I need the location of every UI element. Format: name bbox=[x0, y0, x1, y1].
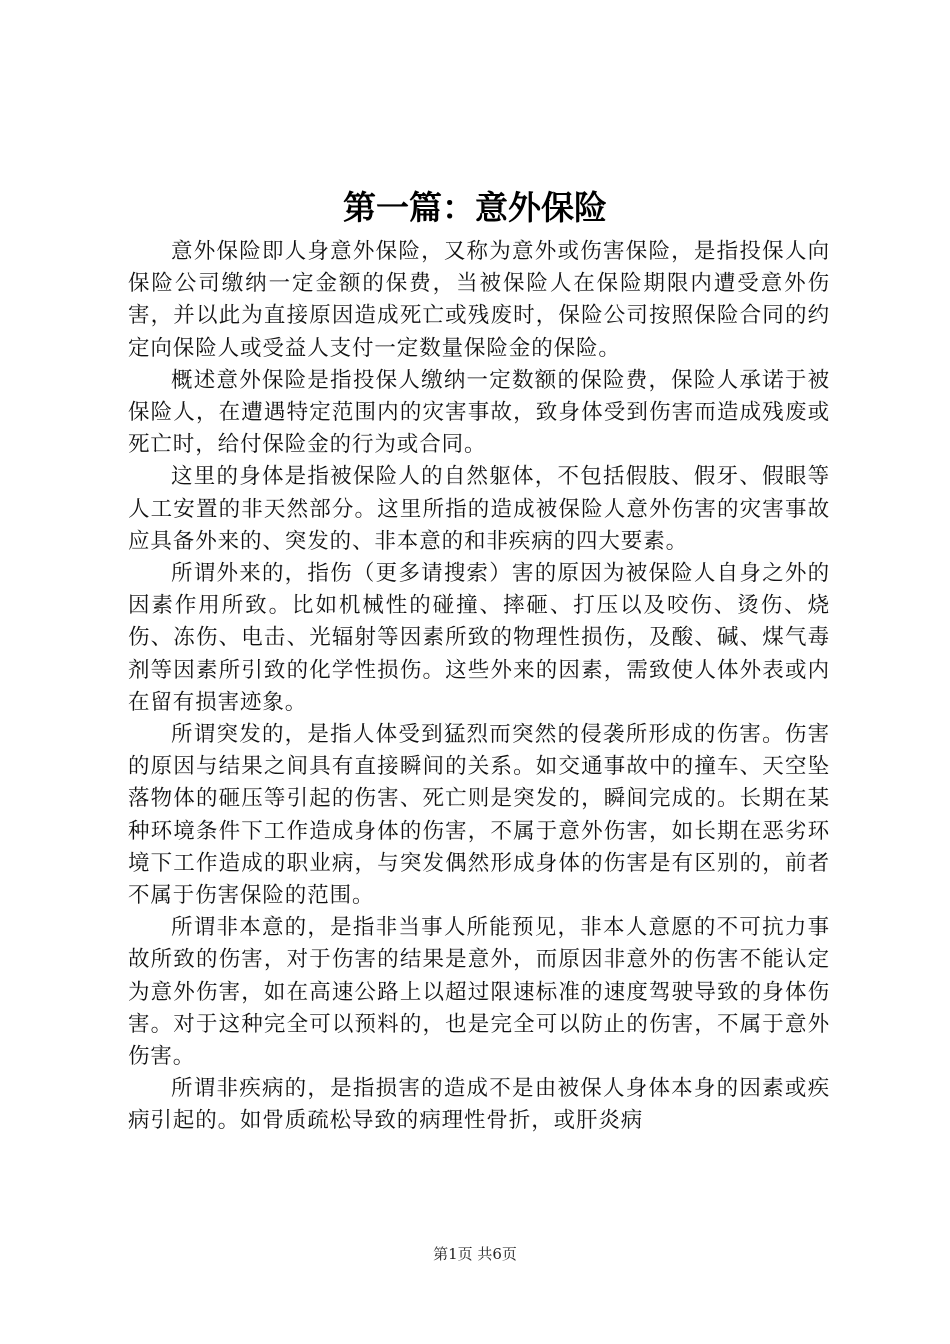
paragraph: 概述意外保险是指投保人缴纳一定数额的保险费，保险人承诺于被保险人，在遭遇特定范围内的灾害事故，致身体受到伤害而造成残废或死亡时，给付保险金的行为或合同。 bbox=[128, 367, 830, 458]
paragraph: 所谓突发的，是指人体受到猛烈而突然的侵袭所形成的伤害。伤害的原因与结果之间具有直接瞬间的关系。如交通事故中的撞车、天空坠落物体的砸压等引起的伤害、死亡则是突发的，瞬间完成的。长期在某种环境条件下工作造成身体的伤害，不属于意外伤害，如长期在恶劣环境下工作造成的职业病，与突发偶然形成身体的伤害是有区别的，前者不属于伤害保险的范围。 bbox=[128, 722, 830, 909]
paragraph: 所谓非疾病的，是指损害的造成不是由被保人身体本身的因素或疾病引起的。如骨质疏松导致的病理性骨折，或肝炎病 bbox=[128, 1076, 830, 1134]
paragraph: 意外保险即人身意外保险，又称为意外或伤害保险，是指投保人向保险公司缴纳一定金额的保费，当被保险人在保险期限内遭受意外伤害，并以此为直接原因造成死亡或残废时，保险公司按照保险合同的约定向保险人或受益人支付一定数量保险金的保险。 bbox=[128, 239, 830, 361]
paragraph: 所谓外来的，指伤（更多请搜索）害的原因为被保险人自身之外的因素作用所致。比如机械性的碰撞、摔砸、打压以及咬伤、烫伤、烧伤、冻伤、电击、光辐射等因素所致的物理性损伤，及酸、碱、煤气毒剂等因素所引致的化学性损伤。这些外来的因素，需致使人体外表或内在留有损害迹象。 bbox=[128, 561, 830, 715]
page-footer: 第1页 共6页 bbox=[433, 1245, 517, 1263]
paragraph: 所谓非本意的，是指非当事人所能预见，非本人意愿的不可抗力事故所致的伤害，对于伤害的结果是意外，而原因非意外的伤害不能认定为意外伤害，如在高速公路上以超过限速标准的速度驾驶导致的身体伤害。对于这种完全可以预料的，也是完全可以防止的伤害，不属于意外伤害。 bbox=[128, 915, 830, 1070]
paragraph: 这里的身体是指被保险人的自然躯体，不包括假肢、假牙、假眼等人工安置的非天然部分。这里所指的造成被保险人意外伤害的灾害事故应具备外来的、突发的、非本意的和非疾病的四大要素。 bbox=[128, 464, 830, 554]
document-body bbox=[128, 236, 830, 1138]
document-title: 第一篇：意外保险 bbox=[343, 188, 607, 227]
